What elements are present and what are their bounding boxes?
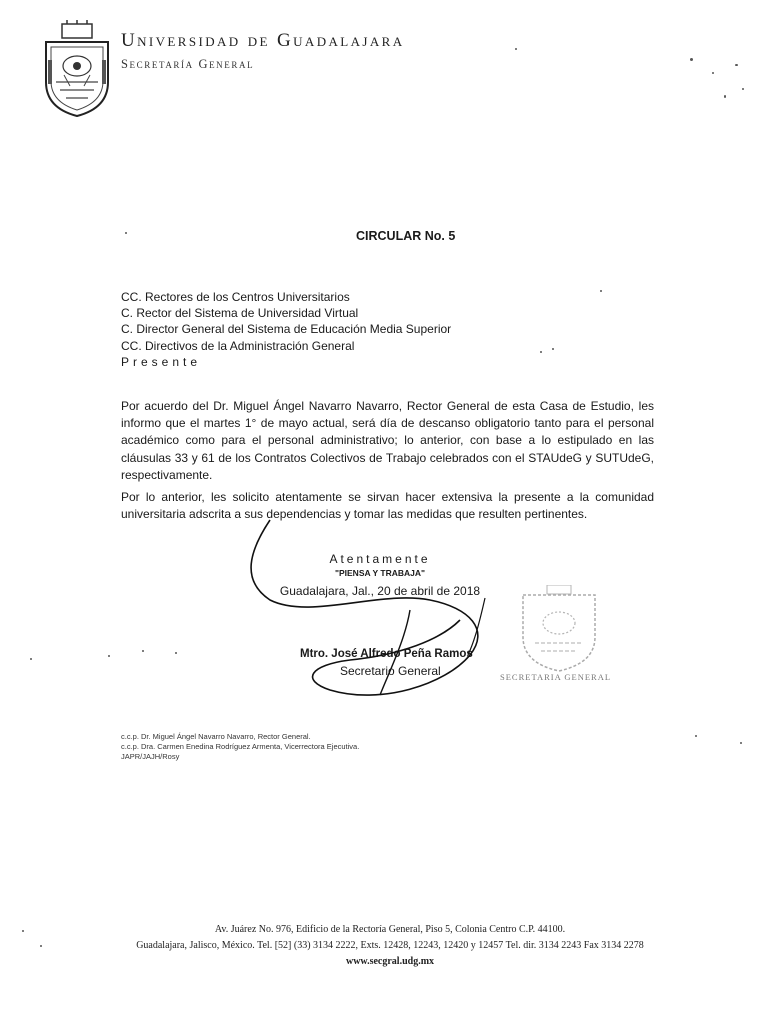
official-seal-stamp <box>513 585 605 673</box>
footer-website: www.secgral.udg.mx <box>345 956 435 967</box>
university-crest-logo <box>40 20 114 118</box>
letterhead-footer <box>60 922 720 970</box>
copy-recipients <box>121 732 359 762</box>
university-motto: "PIENSA Y TRABAJA" <box>334 568 426 578</box>
signer-name: Mtro. José Alfredo Peña Ramos <box>300 648 473 660</box>
addressee-line: C. Rector del Sistema de Universidad Virtual <box>121 306 359 321</box>
body-paragraph: Por lo anterior, les solicito atentamente se sirvan hacer extensiva la presente a la comunidad universitaria adscrita a sus dependencias y tomar las medidas que resulten pertinentes. <box>121 490 654 522</box>
signer-title: Secretario General <box>340 664 441 678</box>
cc-line: c.c.p. Dra. Carmen Enedina Rodríguez Armenta, Vicerrectora Ejecutiva. <box>121 742 360 751</box>
footer-contact: Guadalajara, Jalisco, México. Tel. [52] (33) 3134 2222, Exts. 12428, 12243, 12420 y 12457 Tel. dir. 3134 2243 Fax 3134 2278 <box>136 940 644 951</box>
addressee-line: CC. Directivos de la Administración General <box>121 338 355 353</box>
place-and-date: Guadalajara, Jal., 20 de abril de 2018 <box>279 584 481 598</box>
cc-line: JAPR/JAJH/Rosy <box>121 752 180 761</box>
stamp-label: SECRETARIA GENERAL <box>500 672 612 682</box>
greeting: Presente <box>121 354 202 369</box>
addressee-block <box>121 289 451 370</box>
body-paragraph: Por acuerdo del Dr. Miguel Ángel Navarro Navarro, Rector General de esta Casa de Estudio, les informo que el martes 1° de mayo actual, será día de descanso obligatorio tanto para el personal académico como para el personal administrativo; lo anterior, con base a lo estipulado en las cláusulas 33 y 61 de los Contratos Colectivos de Trabajo celebrados con el STAUdeG y SUTUdeG, respectivamente. <box>121 399 654 482</box>
department-name: Secretaría General <box>121 57 255 71</box>
institution-name: Universidad de Guadalajara <box>121 30 405 51</box>
document-title: CIRCULAR No. 5 <box>356 229 456 243</box>
addressee-line: C. Director General del Sistema de Educación Media Superior <box>121 322 452 337</box>
handwritten-signature <box>230 480 530 720</box>
footer-address: Av. Juárez No. 976, Edificio de la Rectoría General, Piso 5, Colonia Centro C.P. 44100. <box>214 924 566 935</box>
addressee-line: CC. Rectores de los Centros Universitarios <box>121 290 350 304</box>
closing-salutation: Atentamente <box>329 552 431 566</box>
cc-line: c.c.p. Dr. Miguel Ángel Navarro Navarro, Rector General. <box>121 732 311 741</box>
